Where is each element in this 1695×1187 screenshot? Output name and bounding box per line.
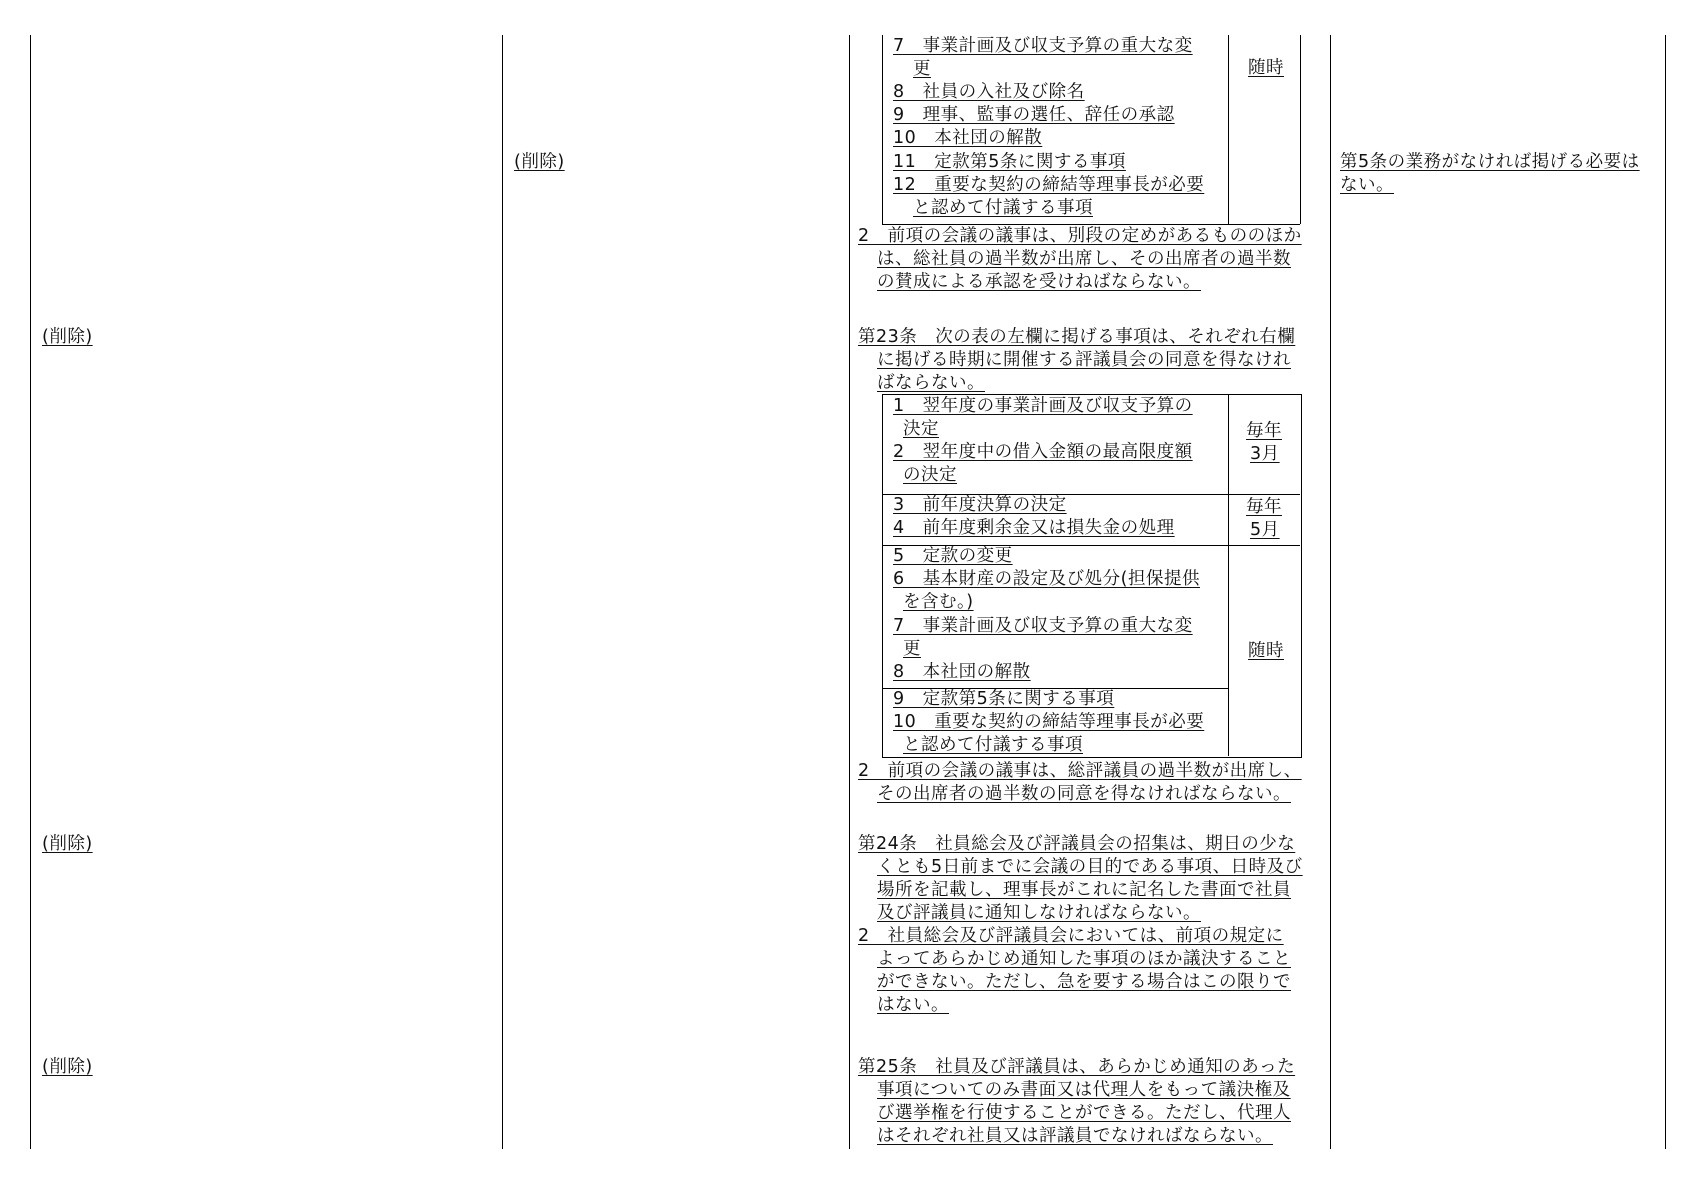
table-1-item-7-line-1: 7 事業計画及び収支予算の重大な変 [893,36,1193,56]
column-divider-1 [30,35,31,1149]
art24-para2-line-4: はない。 [877,995,949,1015]
deleted-marker-art23: (削除) [42,327,93,347]
art25-line-2: 事項についてのみ書面又は代理人をもって議決権及 [877,1080,1291,1100]
table-2-item-10-line-1: 10 重要な契約の締結等理事長が必要 [893,712,1205,732]
table-2-timing-may-line-1: 毎年 [1246,497,1282,517]
art23-line-3: ばならない。 [877,373,985,393]
table-2-timing-march-line-1: 毎年 [1246,421,1282,441]
art22-para2-line-3: の賛成による承認を受けねばならない。 [877,272,1201,292]
table-2-item-8: 8 本社団の解散 [893,662,1031,682]
table-2-timing-march-line-2: 3月 [1250,444,1280,464]
table-2-item-9: 9 定款第5条に関する事項 [893,689,1115,709]
art24-para2-line-2: よってあらかじめ通知した事項のほか議決すること [877,949,1291,969]
art23-line-1: 第23条 次の表の左欄に掲げる事項は、それぞれ右欄 [858,327,1296,347]
art22-para2-line-2: は、総社員の過半数が出席し、その出席者の過半数 [877,249,1291,269]
column-divider-5 [1665,35,1666,1149]
table-1-item-12-line-1: 12 重要な契約の締結等理事長が必要 [893,175,1205,195]
table-1-timing: 随時 [1248,58,1284,78]
table-2-item-1-line-1: 1 翌年度の事業計画及び収支予算の [893,396,1193,416]
column-divider-2 [502,35,503,1149]
table-1-item-12-line-2: と認めて付議する事項 [913,198,1093,218]
table-2-item-4: 4 前年度剰余金又は損失金の処理 [893,518,1175,538]
table-1-item-9: 9 理事、監事の選任、辞任の承認 [893,105,1175,125]
table-1-item-7-line-2: 更 [913,59,931,79]
art25-line-4: はそれぞれ社員又は評議員でなければならない。 [877,1126,1273,1146]
art25-line-1: 第25条 社員及び評議員は、あらかじめ通知のあった [858,1057,1296,1077]
remark-line-2: ない。 [1340,175,1394,195]
remark-line-1: 第5条の業務がなければ掲げる必要は [1340,152,1640,172]
table-1-item-8: 8 社員の入社及び除名 [893,82,1085,102]
table-2-item-1-line-2: 決定 [903,419,939,439]
art24-line-2: くとも5日前までに会議の目的である事項、日時及び [877,857,1303,877]
art24-line-4: 及び評議員に通知しなければならない。 [877,903,1201,923]
deleted-marker-art25: (削除) [42,1057,93,1077]
art23-para2-line-1: 2 前項の会議の議事は、総評議員の過半数が出席し、 [858,761,1302,781]
table-2-item-7-line-2: 更 [903,639,921,659]
table-2-item-7-line-1: 7 事業計画及び収支予算の重大な変 [893,616,1193,636]
table-2-item-3: 3 前年度決算の決定 [893,495,1067,515]
column-divider-3 [849,35,850,1149]
art24-line-1: 第24条 社員総会及び評議員会の招集は、期日の少な [858,834,1296,854]
art23-line-2: に掲げる時期に開催する評議員会の同意を得なけれ [877,350,1291,370]
table-2-item-6-line-2: を含む。) [903,592,974,612]
table-1-item-11: 11 定款第5条に関する事項 [893,152,1126,172]
art24-para2-line-3: ができない。ただし、急を要する場合はこの限りで [877,972,1291,992]
art25-line-3: び選挙権を行使することができる。ただし、代理人 [877,1103,1291,1123]
column-divider-4 [1330,35,1331,1149]
table-2-timing-may-line-2: 5月 [1250,520,1280,540]
art24-line-3: 場所を記載し、理事長がこれに記名した書面で社員 [877,880,1291,900]
deleted-marker-table: (削除) [514,152,565,172]
art24-para2-line-1: 2 社員総会及び評議員会においては、前項の規定に [858,926,1284,946]
art23-para2-line-2: その出席者の過半数の同意を得なければならない。 [877,784,1291,804]
table-2-item-2-line-2: の決定 [903,465,957,485]
art22-para2-line-1: 2 前項の会議の議事は、別段の定めがあるもののほか [858,226,1302,246]
table-2-item-5: 5 定款の変更 [893,546,1013,566]
deleted-marker-art24: (削除) [42,834,93,854]
table-2-item-6-line-1: 6 基本財産の設定及び処分(担保提供 [893,569,1200,589]
table-1-item-10: 10 本社団の解散 [893,128,1043,148]
table-2-timing-anytime: 随時 [1248,641,1284,661]
table-2-item-10-line-2: と認めて付議する事項 [903,735,1083,755]
table-2-item-2-line-1: 2 翌年度中の借入金額の最高限度額 [893,442,1193,462]
